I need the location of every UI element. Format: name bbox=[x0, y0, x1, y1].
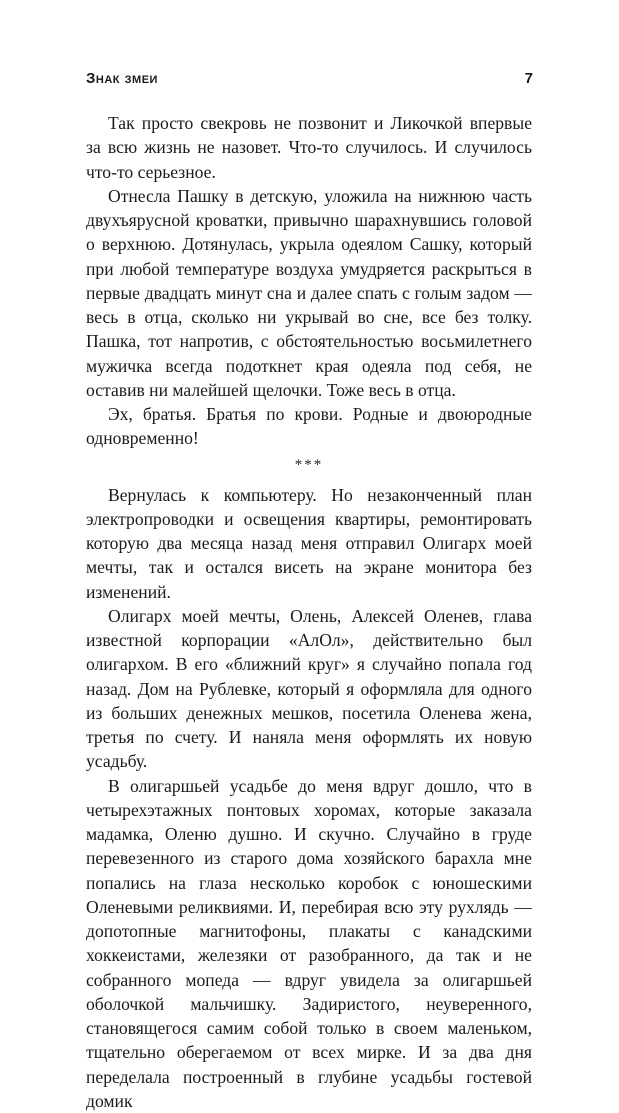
paragraph: Вернулась к компьютеру. Но незаконченный план электропроводки и освещения квартиры, ремонтировать которую два месяца назад меня отправил Олигарх моей мечты, так и остался висеть на экране монитора без изменений. bbox=[86, 483, 532, 604]
paragraph: Отнесла Пашку в детскую, уложила на нижнюю часть двухъярусной кроватки, привычно шарахнувшись головой о верхнюю. Дотянулась, укрыла одеялом Сашку, который при любой температуре воздуха умудряется раскрыться в первые двадцать минут сна и далее спать с голым задом — весь в отца, сколько ни укрывай во сне, все без толку. Пашка, тот напротив, с обстоятельностью восьмилетнего мужичка всегда подоткнет края одеяла под себя, не оставив ни малейшей щелочки. Тоже весь в отца. bbox=[86, 184, 532, 402]
paragraph: Так просто свекровь не позвонит и Ликочкой впервые за всю жизнь не назовет. Что-то случилось. И случилось что-то серьезное. bbox=[86, 111, 532, 184]
running-title: Знак змеи bbox=[86, 70, 158, 87]
body-text bbox=[86, 111, 532, 1113]
paragraph: Олигарх моей мечты, Олень, Алексей Оленев, глава известной корпорации «АлОл», действительно был олигархом. В его «ближний круг» я случайно попала год назад. Дом на Рублевке, который я оформляла для одного из больших денежных мешков, посетила Оленева жена, третья по счету. И наняла меня оформлять их новую усадьбу. bbox=[86, 604, 532, 774]
paragraph: Эх, братья. Братья по крови. Родные и двоюродные одновременно! bbox=[86, 402, 532, 451]
paragraph: В олигаршьей усадьбе до меня вдруг дошло, что в четырехэтажных понтовых хоромах, которые заказала мадамка, Оленю душно. И скучно. Случайно в груде перевезенного из старого дома хозяйского барахла мне попались на глаза несколько коробок с юношескими Оленевыми реликвиями. И, перебирая всю эту рухлядь — допотопные магнитофоны, плакаты с канадскими хоккеистами, железяки от разобранного, да так и не собранного мопеда — вдруг увидела за олигаршьей оболочкой мальчишку. Задиристого, неуверенного, становящегося самим собой только в своем маленьком, тщательно оберегаемом от всех мирке. И за два дня переделала построенный в глубине усадьбы гостевой домик bbox=[86, 774, 532, 1113]
page-number: 7 bbox=[525, 70, 533, 87]
section-separator: *** bbox=[86, 451, 532, 483]
